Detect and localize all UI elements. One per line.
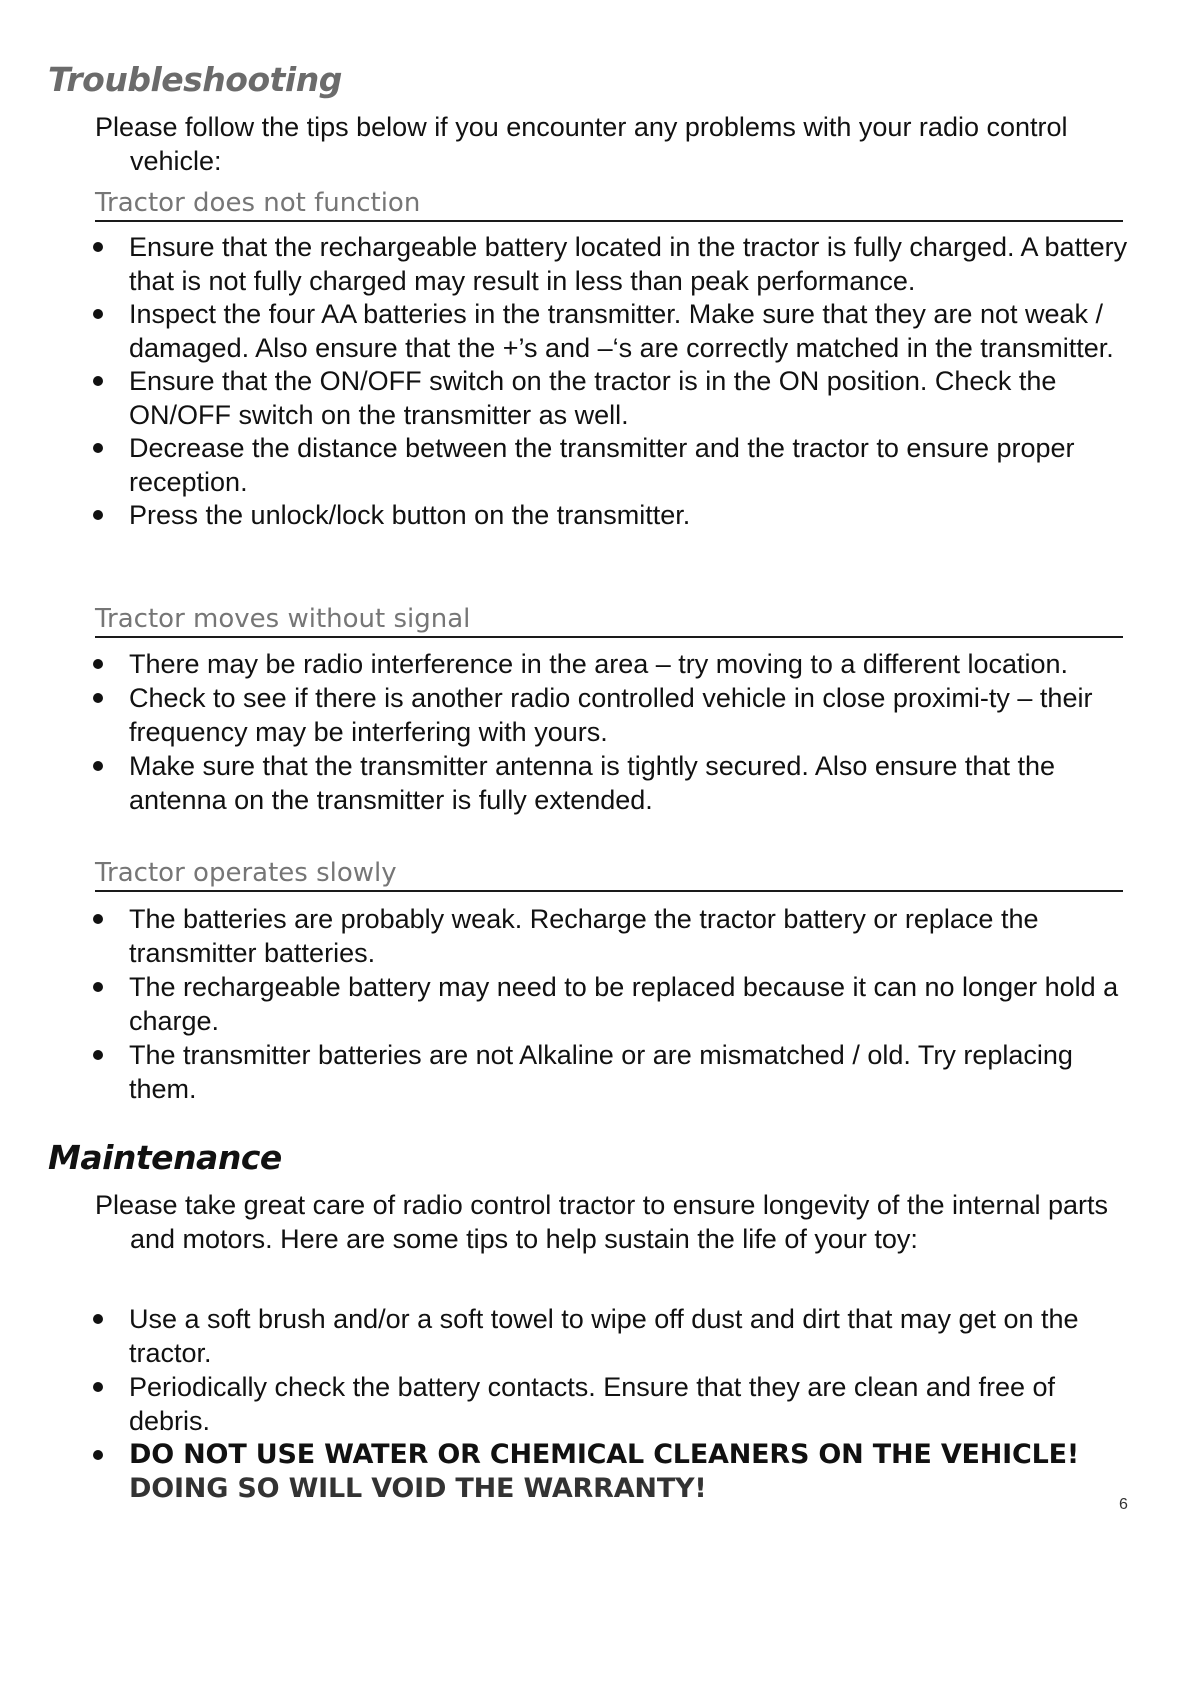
heading-tractor-does-not-function: Tractor does not function bbox=[95, 188, 1123, 222]
bullet-icon bbox=[93, 761, 103, 771]
bullet-icon bbox=[93, 659, 103, 669]
bullet-icon bbox=[93, 510, 103, 520]
list-item: Inspect the four AA batteries in the transmitter. Make sure that they are not weak / damaged. Also ensure that the +’s and –‘s are correctly matched in the transmitter. bbox=[88, 297, 1128, 365]
bullet-icon bbox=[93, 914, 103, 924]
list-maintenance bbox=[88, 1302, 1128, 1506]
list-tractor-operates-slowly bbox=[88, 902, 1128, 1106]
bullet-icon bbox=[93, 982, 103, 992]
troubleshooting-title: Troubleshooting bbox=[48, 60, 342, 99]
warning-item bbox=[88, 1438, 1128, 1506]
bullet-icon bbox=[93, 376, 103, 386]
list-item: There may be radio interference in the area – try moving to a different location. bbox=[88, 647, 1128, 681]
heading-tractor-moves-without-signal: Tractor moves without signal bbox=[95, 604, 1123, 638]
bullet-icon bbox=[93, 1450, 103, 1460]
list-item: Ensure that the ON/OFF switch on the tractor is in the ON position. Check the ON/OFF switch on the transmitter as well. bbox=[88, 364, 1128, 432]
bullet-icon bbox=[93, 309, 103, 319]
bullet-icon bbox=[93, 1382, 103, 1392]
troubleshooting-intro: Please follow the tips below if you encounter any problems with your radio control vehicle: bbox=[95, 112, 1068, 176]
list-item: Periodically check the battery contacts. Ensure that they are clean and free of debris. bbox=[88, 1370, 1128, 1438]
list-item: Use a soft brush and/or a soft towel to wipe off dust and dirt that may get on the tractor. bbox=[88, 1302, 1128, 1370]
list-item: Decrease the distance between the transmitter and the tractor to ensure proper reception. bbox=[88, 431, 1128, 499]
bullet-icon bbox=[93, 443, 103, 453]
list-item: The transmitter batteries are not Alkaline or are mismatched / old. Try replacing them. bbox=[88, 1038, 1128, 1106]
list-item: Press the unlock/lock button on the transmitter. bbox=[88, 498, 1128, 532]
list-item: Make sure that the transmitter antenna is tightly secured. Also ensure that the antenna on the transmitter is fully extended. bbox=[88, 749, 1128, 817]
maintenance-intro: Please take great care of radio control tractor to ensure longevity of the internal parts and motors. Here are some tips to help sustain the life of your toy: bbox=[95, 1190, 1109, 1254]
bullet-icon bbox=[93, 1314, 103, 1324]
bullet-icon bbox=[93, 693, 103, 703]
list-item: The rechargeable battery may need to be replaced because it can no longer hold a charge. bbox=[88, 970, 1128, 1038]
list-tractor-does-not-function bbox=[88, 230, 1128, 531]
warning-line-1: DO NOT USE WATER OR CHEMICAL CLEANERS ON THE VEHICLE! bbox=[129, 1439, 1079, 1470]
bullet-icon bbox=[93, 242, 103, 252]
maintenance-title: Maintenance bbox=[48, 1138, 282, 1177]
list-item: Check to see if there is another radio controlled vehicle in close proximi-ty – their frequency may be interfering with yours. bbox=[88, 681, 1128, 749]
list-item: Ensure that the rechargeable battery located in the tractor is fully charged. A battery that is not fully charged may result in less than peak performance. bbox=[88, 230, 1128, 298]
list-tractor-moves-without-signal bbox=[88, 647, 1128, 817]
heading-tractor-operates-slowly: Tractor operates slowly bbox=[95, 858, 1123, 892]
list-item: The batteries are probably weak. Recharge the tractor battery or replace the transmitter batteries. bbox=[88, 902, 1128, 970]
bullet-icon bbox=[93, 1050, 103, 1060]
page-number: 6 bbox=[1119, 1496, 1128, 1513]
warning-line-2: DOING SO WILL VOID THE WARRANTY! bbox=[129, 1473, 707, 1504]
